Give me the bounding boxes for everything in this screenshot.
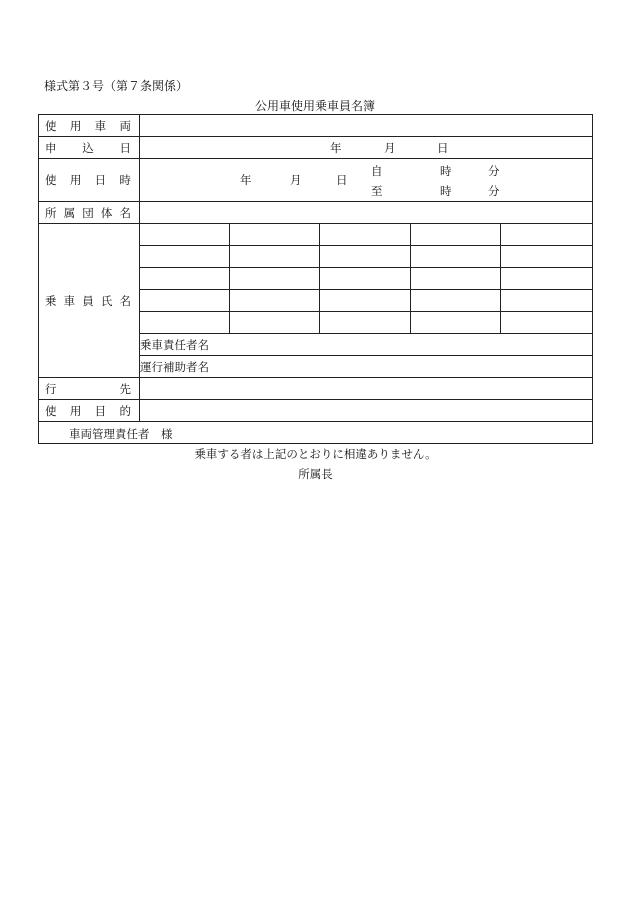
usage-datetime-row: [39, 159, 593, 202]
use-year-unit: 年: [240, 173, 252, 187]
destination-field[interactable]: [140, 378, 593, 400]
app-day-unit: 日: [437, 140, 449, 155]
to-label: 至: [371, 184, 383, 198]
assistant-name-field[interactable]: [140, 356, 593, 378]
passenger-name-cell[interactable]: [411, 246, 501, 268]
passenger-names-label: 乗 車 員 氏 名: [39, 224, 140, 378]
passenger-name-cell[interactable]: [501, 312, 593, 334]
certification-row: [39, 422, 593, 444]
addressee-text: 車両管理責任者 様: [69, 427, 173, 441]
roster-table: [38, 114, 593, 481]
organization-label: 所 属 団 体 名: [39, 202, 140, 224]
purpose-field[interactable]: [140, 400, 593, 422]
passenger-name-cell[interactable]: [140, 268, 230, 290]
passenger-name-cell[interactable]: [501, 290, 593, 312]
vehicle-row: [39, 115, 593, 137]
application-date-field[interactable]: [140, 137, 593, 159]
passenger-name-cell[interactable]: [140, 312, 230, 334]
passenger-name-cell[interactable]: [501, 268, 593, 290]
to-minute-unit: 分: [488, 184, 500, 198]
from-hour-unit: 時: [440, 164, 452, 178]
passenger-name-cell[interactable]: [320, 312, 411, 334]
passenger-name-cell[interactable]: [320, 224, 411, 246]
destination-row: [39, 378, 593, 400]
passenger-name-cell[interactable]: [501, 224, 593, 246]
to-hour-unit: 時: [440, 184, 452, 198]
passenger-name-cell[interactable]: [230, 312, 320, 334]
passenger-name-cell[interactable]: [230, 290, 320, 312]
purpose-label: 使 用 目 的: [39, 400, 140, 422]
use-day-unit: 日: [336, 173, 348, 187]
passenger-name-cell[interactable]: [411, 224, 501, 246]
passenger-name-cell[interactable]: [411, 290, 501, 312]
vehicle-label: 使 用 車 両: [39, 115, 140, 137]
usage-datetime-field[interactable]: [140, 159, 593, 202]
purpose-row: [39, 400, 593, 422]
organization-field[interactable]: [140, 202, 593, 224]
passenger-row: [39, 224, 593, 246]
passenger-name-cell[interactable]: [411, 268, 501, 290]
passenger-name-cell[interactable]: [140, 290, 230, 312]
passenger-name-cell[interactable]: [320, 290, 411, 312]
certification-block: [39, 422, 593, 481]
leader-name-label: 乗車責任者名: [140, 337, 209, 352]
app-year-unit: 年: [330, 140, 342, 155]
passenger-name-cell[interactable]: [140, 224, 230, 246]
from-minute-unit: 分: [488, 164, 500, 178]
statement-text: 乗車する者は上記のとおりに相違ありません。: [194, 447, 437, 461]
usage-datetime-label: 使 用 日 時: [39, 159, 140, 202]
passenger-name-cell[interactable]: [501, 246, 593, 268]
signer-label: 所属長: [298, 467, 333, 481]
passenger-name-cell[interactable]: [140, 246, 230, 268]
passenger-name-cell[interactable]: [230, 268, 320, 290]
use-month-unit: 月: [290, 173, 302, 187]
passenger-name-cell[interactable]: [320, 268, 411, 290]
organization-row: [39, 202, 593, 224]
destination-label: 行 先: [39, 378, 140, 400]
application-date-label: 申 込 日: [39, 137, 140, 159]
assistant-name-label: 運行補助者名: [140, 359, 209, 374]
passenger-name-cell[interactable]: [320, 246, 411, 268]
from-label: 自: [371, 164, 383, 178]
passenger-name-cell[interactable]: [230, 246, 320, 268]
application-date-row: [39, 137, 593, 159]
passenger-name-cell[interactable]: [230, 224, 320, 246]
vehicle-field[interactable]: [140, 115, 593, 137]
passenger-name-cell[interactable]: [411, 312, 501, 334]
document-title: 公用車使用乗車員名簿: [254, 99, 375, 113]
form-number-label: 様式第３号（第７条関係）: [44, 79, 189, 93]
leader-name-field[interactable]: [140, 334, 593, 356]
app-month-unit: 月: [384, 140, 396, 155]
